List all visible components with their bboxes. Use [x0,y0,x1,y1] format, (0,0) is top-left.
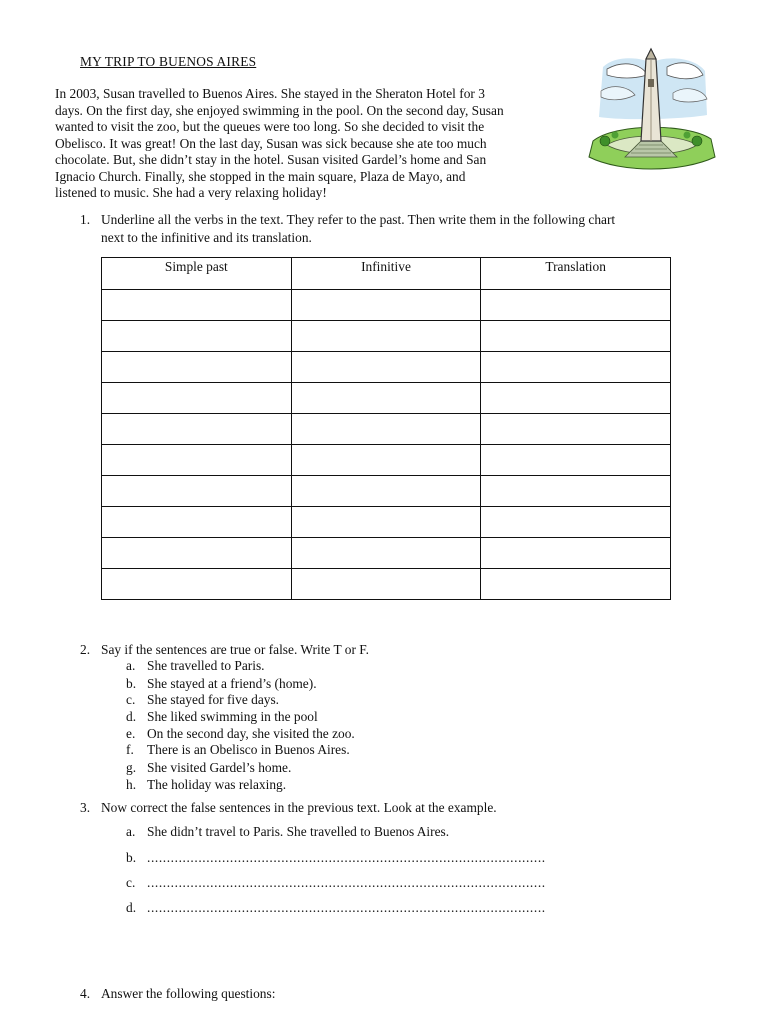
story-paragraph [55,86,595,202]
story-line: chocolate. But, she didn’t stay in the hotel. Susan visited Gardel’s home and San [55,152,487,167]
answer-cell[interactable] [102,538,292,569]
answer-cell[interactable] [481,445,671,476]
answer-cell[interactable] [481,569,671,600]
correction-example-text: She didn’t travel to Paris. She travelled to Buenos Aires. [147,824,450,839]
answer-cell[interactable] [481,383,671,414]
tf-item-text: On the second day, she visited the zoo. [147,726,355,741]
question-2-text: Say if the sentences are true or false. Write T or F. [101,642,369,657]
tf-item-letter: h. [126,776,137,792]
answer-cell[interactable] [102,445,292,476]
answer-cell[interactable] [481,507,671,538]
verb-chart-body [102,290,671,600]
worksheet-title: MY TRIP TO BUENOS AIRES [80,54,257,69]
correction-letter: d. [126,900,137,915]
correction-letter: c. [126,875,136,890]
tf-item-text: There is an Obelisco in Buenos Aires. [147,742,350,757]
correction-letter: a. [126,824,136,839]
table-row [102,538,671,569]
column-header-infinitive: Infinitive [291,258,481,290]
story-line: listened to music. She had a very relaxing holiday! [55,185,327,200]
table-row [102,383,671,414]
answer-cell[interactable] [481,538,671,569]
table-row [102,507,671,538]
answer-cell[interactable] [102,383,292,414]
answer-cell[interactable] [291,507,481,538]
question-1-text-line-2: next to the infinitive and its translation. [101,230,312,245]
table-row [102,445,671,476]
answer-cell[interactable] [291,445,481,476]
answer-dotted-line[interactable]: ..................................................................................................... [147,900,546,915]
answer-dotted-line[interactable]: ..................................................................................................... [147,850,546,865]
answer-cell[interactable] [481,414,671,445]
answer-cell[interactable] [102,507,292,538]
tf-item-text: She visited Gardel’s home. [147,759,292,775]
answer-cell[interactable] [102,352,292,383]
tf-item-text: She stayed at a friend’s (home). [147,675,317,691]
question-2-number: 2. [80,642,91,657]
table-header-row [102,258,671,290]
tf-item-text: The holiday was relaxing. [147,776,287,792]
tf-item-letter: f. [126,742,134,757]
obelisk-icon [585,45,717,175]
table-row [102,290,671,321]
answer-cell[interactable] [291,290,481,321]
question-4-text: Answer the following questions: [101,986,276,1001]
question-3-number: 3. [80,800,91,815]
table-row [102,352,671,383]
answer-cell[interactable] [102,476,292,507]
answer-cell[interactable] [291,414,481,445]
answer-cell[interactable] [481,352,671,383]
tf-item-letter: a. [126,658,136,673]
answer-cell[interactable] [481,321,671,352]
question-3-text: Now correct the false sentences in the previous text. Look at the example. [101,800,497,815]
story-line: days. On the first day, she enjoyed swimming in the pool. On the second day, Susan [55,102,504,118]
answer-cell[interactable] [481,290,671,321]
answer-cell[interactable] [291,321,481,352]
answer-cell[interactable] [102,290,292,321]
verb-chart-table [101,257,671,600]
story-line: Obelisco. It was great! On the last day, Susan was sick because she ate too much [55,135,487,151]
question-4-number: 4. [80,986,91,1001]
column-header-translation: Translation [481,258,671,290]
story-line: wanted to visit the zoo, but the queues were too long. So she decided to visit the [55,119,485,134]
question-1-number: 1. [80,212,91,227]
answer-cell[interactable] [102,569,292,600]
correction-letter: b. [126,850,137,865]
tf-item-letter: b. [126,675,137,691]
tf-item-letter: d. [126,709,137,724]
answer-cell[interactable] [291,476,481,507]
table-row [102,321,671,352]
answer-cell[interactable] [102,414,292,445]
answer-cell[interactable] [291,569,481,600]
table-row [102,414,671,445]
tf-item-letter: c. [126,692,136,707]
answer-cell[interactable] [291,383,481,414]
answer-cell[interactable] [481,476,671,507]
story-line: In 2003, Susan travelled to Buenos Aires. She stayed in the Sheraton Hotel for 3 [55,86,485,101]
tf-item-text: She liked swimming in the pool [147,709,318,724]
tf-item-text: She stayed for five days. [147,692,280,707]
answer-dotted-line[interactable]: ..................................................................................................... [147,875,546,890]
tf-item-text: She travelled to Paris. [147,658,265,673]
story-line: Ignacio Church. Finally, she stopped in the main square, Plaza de Mayo, and [55,168,466,184]
table-row [102,476,671,507]
tf-item-letter: e. [126,726,136,741]
table-row [102,569,671,600]
question-1-text-line-1: Underline all the verbs in the text. They refer to the past. Then write them in the following chart [101,212,616,227]
answer-cell[interactable] [291,352,481,383]
column-header-simple-past: Simple past [102,258,292,290]
tf-item-letter: g. [126,759,137,775]
answer-cell[interactable] [102,321,292,352]
answer-cell[interactable] [291,538,481,569]
